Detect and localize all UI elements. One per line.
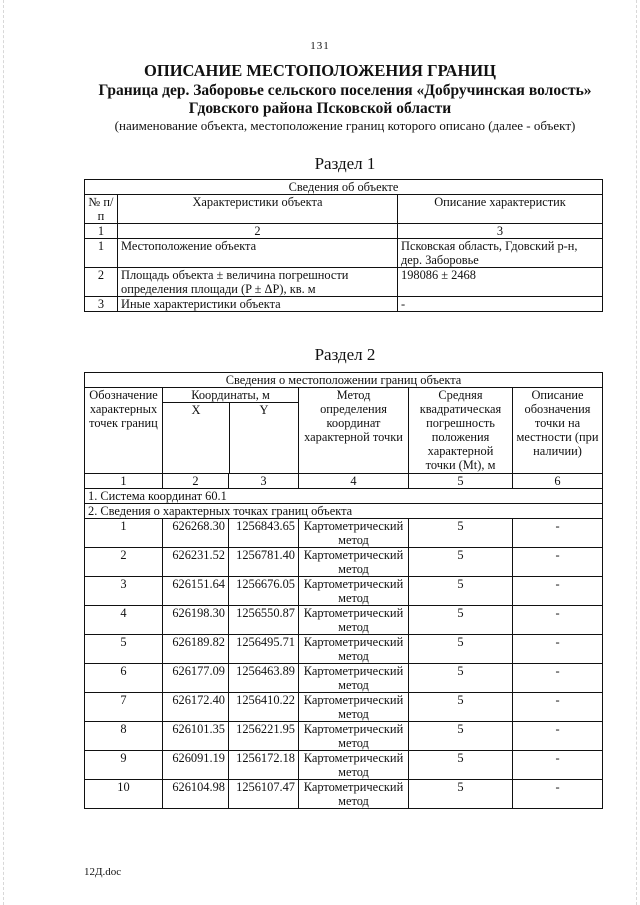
point-x: 626091.19 (163, 751, 229, 780)
point-x: 626172.40 (163, 693, 229, 722)
table-row (85, 268, 603, 297)
row-characteristic: Площадь объекта ± величина погрешности определения площади (P ± ΔP), кв. м (118, 268, 398, 297)
col-number: 2 (118, 224, 398, 239)
point-method: Картометрический метод (299, 693, 409, 722)
point-description: - (513, 693, 603, 722)
object-name-line1: Граница дер. Заборовье сельского поселения «Добручинская волость» (98, 82, 592, 99)
point-y: 1256495.71 (229, 635, 299, 664)
object-info-table (84, 179, 603, 312)
document-title: ОПИСАНИЕ МЕСТОПОЛОЖЕНИЯ ГРАНИЦ (144, 61, 496, 80)
table-caption: Сведения об объекте (85, 180, 603, 195)
point-y: 1256410.22 (229, 693, 299, 722)
point-description: - (513, 664, 603, 693)
point-x: 626151.64 (163, 577, 229, 606)
point-x: 626189.82 (163, 635, 229, 664)
header-point-description: Описание обозначения точки на местности (при наличии) (513, 388, 603, 474)
point-method: Картометрический метод (299, 519, 409, 548)
point-x: 626104.98 (163, 780, 229, 809)
point-id: 10 (85, 780, 163, 809)
col-number: 4 (299, 474, 409, 489)
points-caption: 2. Сведения о характерных точках границ объекта (85, 504, 603, 519)
point-method: Картометрический метод (299, 606, 409, 635)
point-method: Картометрический метод (299, 577, 409, 606)
point-y: 1256107.47 (229, 780, 299, 809)
table-row (85, 780, 603, 809)
row-description: - (398, 297, 603, 312)
header-characteristic: Характеристики объекта (118, 195, 398, 224)
header-y: Y (259, 403, 269, 417)
row-num: 2 (85, 268, 118, 297)
point-method: Картометрический метод (299, 664, 409, 693)
table-row (85, 722, 603, 751)
point-id: 7 (85, 693, 163, 722)
header-coordinates (163, 388, 299, 474)
point-id: 9 (85, 751, 163, 780)
col-number: 1 (85, 474, 163, 489)
col-number: 3 (229, 474, 299, 489)
point-accuracy: 5 (409, 664, 513, 693)
point-description: - (513, 606, 603, 635)
point-y: 1256463.89 (229, 664, 299, 693)
table-row (85, 548, 603, 577)
col-number: 3 (398, 224, 603, 239)
row-characteristic: Местоположение объекта (118, 239, 398, 268)
point-accuracy: 5 (409, 635, 513, 664)
boundary-points-table (84, 372, 603, 809)
row-description: 198086 ± 2468 (398, 268, 603, 297)
section2-heading: Раздел 2 (314, 345, 376, 364)
row-num: 1 (85, 239, 118, 268)
table-row (85, 606, 603, 635)
point-id: 8 (85, 722, 163, 751)
point-method: Картометрический метод (299, 548, 409, 577)
row-num: 3 (85, 297, 118, 312)
header-point: Обозначение характерных точек границ (85, 388, 163, 474)
point-accuracy: 5 (409, 606, 513, 635)
point-id: 3 (85, 577, 163, 606)
point-x: 626198.30 (163, 606, 229, 635)
point-x: 626231.52 (163, 548, 229, 577)
table-row (85, 751, 603, 780)
col-number: 6 (513, 474, 603, 489)
point-accuracy: 5 (409, 780, 513, 809)
point-method: Картометрический метод (299, 722, 409, 751)
table-row (85, 519, 603, 548)
point-accuracy: 5 (409, 577, 513, 606)
point-description: - (513, 722, 603, 751)
point-y: 1256676.05 (229, 577, 299, 606)
header-accuracy: Средняя квадратическая погрешность положения характерной точки (Mt), м (409, 388, 513, 474)
point-accuracy: 5 (409, 722, 513, 751)
point-x: 626177.09 (163, 664, 229, 693)
point-description: - (513, 519, 603, 548)
point-id: 6 (85, 664, 163, 693)
row-description: Псковская область, Гдовский р-н, дер. Заборовье (398, 239, 603, 268)
point-y: 1256221.95 (229, 722, 299, 751)
coordinate-system: 1. Система координат 60.1 (85, 489, 603, 504)
point-description: - (513, 780, 603, 809)
point-method: Картометрический метод (299, 780, 409, 809)
col-number: 2 (163, 474, 229, 489)
point-y: 1256843.65 (229, 519, 299, 548)
header-coordinates-label: Координаты, м (163, 388, 298, 403)
point-description: - (513, 548, 603, 577)
table-row (85, 239, 603, 268)
point-id: 4 (85, 606, 163, 635)
point-accuracy: 5 (409, 548, 513, 577)
col-number: 1 (85, 224, 118, 239)
point-description: - (513, 635, 603, 664)
header-x: X (163, 403, 230, 473)
object-name-line2: Гдовского района Псковской области (188, 100, 452, 117)
table-row (85, 297, 603, 312)
point-x: 626101.35 (163, 722, 229, 751)
col-number: 5 (409, 474, 513, 489)
footer-filename: 12Д.doc (84, 866, 122, 878)
point-method: Картометрический метод (299, 635, 409, 664)
table-row (85, 635, 603, 664)
point-description: - (513, 751, 603, 780)
point-x: 626268.30 (163, 519, 229, 548)
row-characteristic: Иные характеристики объекта (118, 297, 398, 312)
table-row (85, 577, 603, 606)
page-number: 131 (310, 40, 330, 52)
header-method: Метод определения координат характерной точки (299, 388, 409, 474)
header-num: № п/п (85, 195, 118, 224)
point-accuracy: 5 (409, 519, 513, 548)
point-accuracy: 5 (409, 751, 513, 780)
table-row (85, 664, 603, 693)
point-accuracy: 5 (409, 693, 513, 722)
point-id: 2 (85, 548, 163, 577)
point-y: 1256550.87 (229, 606, 299, 635)
point-id: 5 (85, 635, 163, 664)
point-y: 1256172.18 (229, 751, 299, 780)
point-method: Картометрический метод (299, 751, 409, 780)
object-name-note: (наименование объекта, местоположение границ которого описано (далее - объект) (114, 118, 576, 133)
point-y: 1256781.40 (229, 548, 299, 577)
point-description: - (513, 577, 603, 606)
section1-heading: Раздел 1 (314, 154, 376, 173)
point-id: 1 (85, 519, 163, 548)
header-description: Описание характеристик (398, 195, 603, 224)
table-caption: Сведения о местоположении границ объекта (85, 373, 603, 388)
table-row (85, 693, 603, 722)
